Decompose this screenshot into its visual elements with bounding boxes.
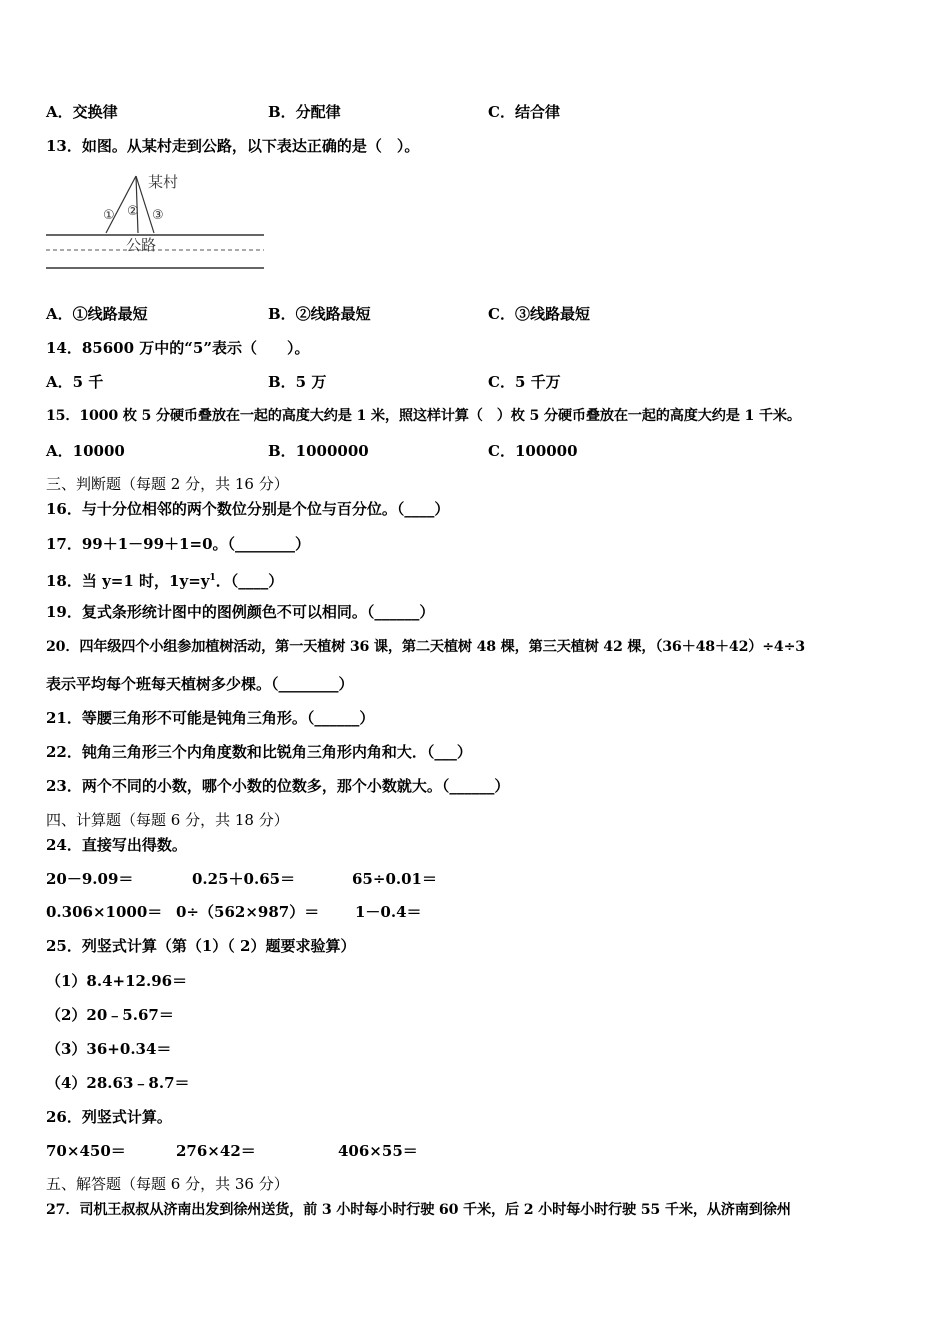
q14-question: 14．85600 万中的“5”表示（ ）。 <box>46 339 310 357</box>
q18-superscript: 1 <box>209 573 216 583</box>
q17-statement: 17．99＋1－99＋1=0。（________） <box>46 535 311 553</box>
q24-expr-3: 65÷0.01＝ <box>352 870 437 888</box>
q15-option-b: B．1000000 <box>268 442 369 460</box>
q15-question: 15．1000 枚 5 分硬币叠放在一起的高度大约是 1 米，照这样计算（ ）枚 5 分硬币叠放在一起的高度大约是 1 千米。 <box>46 408 801 424</box>
route-mark-3: ③ <box>152 208 164 223</box>
route-mark-1: ① <box>103 208 115 223</box>
q14-option-c: C．5 千万 <box>488 373 561 391</box>
q25-item-2: （2）20﹣5.67＝ <box>46 1006 174 1024</box>
q20-statement-line1: 20．四年级四个小组参加植树活动，第一天植树 36 课，第二天植树 48 棵，第三天植树 42 棵，（36＋48＋42）÷4÷3 <box>46 639 805 655</box>
q24-expr-4: 0.306×1000＝ <box>46 903 163 921</box>
section-4-heading: 四、计算题（每题 6 分，共 18 分） <box>46 811 289 829</box>
q24-expr-6: 1－0.4＝ <box>355 903 422 921</box>
q13-option-a: A．①线路最短 <box>46 305 148 323</box>
q15-option-a: A．10000 <box>46 442 125 460</box>
section-3-heading: 三、判断题（每题 2 分，共 16 分） <box>46 475 289 493</box>
q18-statement <box>46 568 283 591</box>
q25-item-4: （4）28.63﹣8.7＝ <box>46 1074 190 1092</box>
q26-expr-3: 406×55＝ <box>338 1142 418 1160</box>
q24-expr-1: 20－9.09＝ <box>46 870 134 888</box>
q18-text-before: 18．当 y=1 时，1y=y <box>46 572 210 590</box>
q25-question: 25．列竖式计算（第（1）（ 2）题要求验算） <box>46 937 356 955</box>
q23-statement: 23．两个不同的小数，哪个小数的位数多，那个小数就大。（______） <box>46 777 510 795</box>
q16-statement: 16．与十分位相邻的两个数位分别是个位与百分位。（____） <box>46 500 450 518</box>
q13-option-c: C．③线路最短 <box>488 305 590 323</box>
q25-item-1: （1）8.4+12.96＝ <box>46 972 188 990</box>
q25-item-3: （3）36+0.34＝ <box>46 1040 172 1058</box>
village-road-diagram <box>44 170 266 275</box>
q21-statement: 21．等腰三角形不可能是钝角三角形。（______） <box>46 709 375 727</box>
q26-question: 26．列竖式计算。 <box>46 1108 172 1126</box>
q13-option-b: B．②线路最短 <box>268 305 371 323</box>
village-label: 某村 <box>148 173 179 191</box>
q12-option-b: B．分配律 <box>268 103 341 121</box>
q20-statement-line2: 表示平均每个班每天植树多少棵。（________） <box>46 675 354 693</box>
q24-expr-2: 0.25＋0.65＝ <box>192 870 296 888</box>
q14-option-a: A．5 千 <box>46 373 104 391</box>
route-mark-2: ② <box>127 204 139 219</box>
q12-option-c: C．结合律 <box>488 103 560 121</box>
q13-question: 13．如图。从某村走到公路，以下表达正确的是（ ）。 <box>46 137 420 155</box>
section-5-heading: 五、解答题（每题 6 分，共 36 分） <box>46 1175 289 1193</box>
q24-question: 24．直接写出得数。 <box>46 836 187 854</box>
q24-expr-5: 0÷（562×987）＝ <box>176 903 320 921</box>
road-label: 公路 <box>126 236 157 254</box>
q12-option-a: A．交换律 <box>46 103 118 121</box>
q14-option-b: B．5 万 <box>268 373 327 391</box>
q18-text-after: ．（____） <box>215 572 284 590</box>
q26-expr-1: 70×450＝ <box>46 1142 126 1160</box>
q15-option-c: C．100000 <box>488 442 578 460</box>
q26-expr-2: 276×42＝ <box>176 1142 256 1160</box>
q22-statement: 22．钝角三角形三个内角度数和比锐角三角形内角和大．（___） <box>46 743 472 761</box>
q27-question: 27．司机王叔叔从济南出发到徐州送货，前 3 小时每小时行驶 60 千米，后 2 小时每小时行驶 55 千米，从济南到徐州 <box>46 1202 791 1218</box>
q19-statement: 19．复式条形统计图中的图例颜色不可以相同。（______） <box>46 603 435 621</box>
